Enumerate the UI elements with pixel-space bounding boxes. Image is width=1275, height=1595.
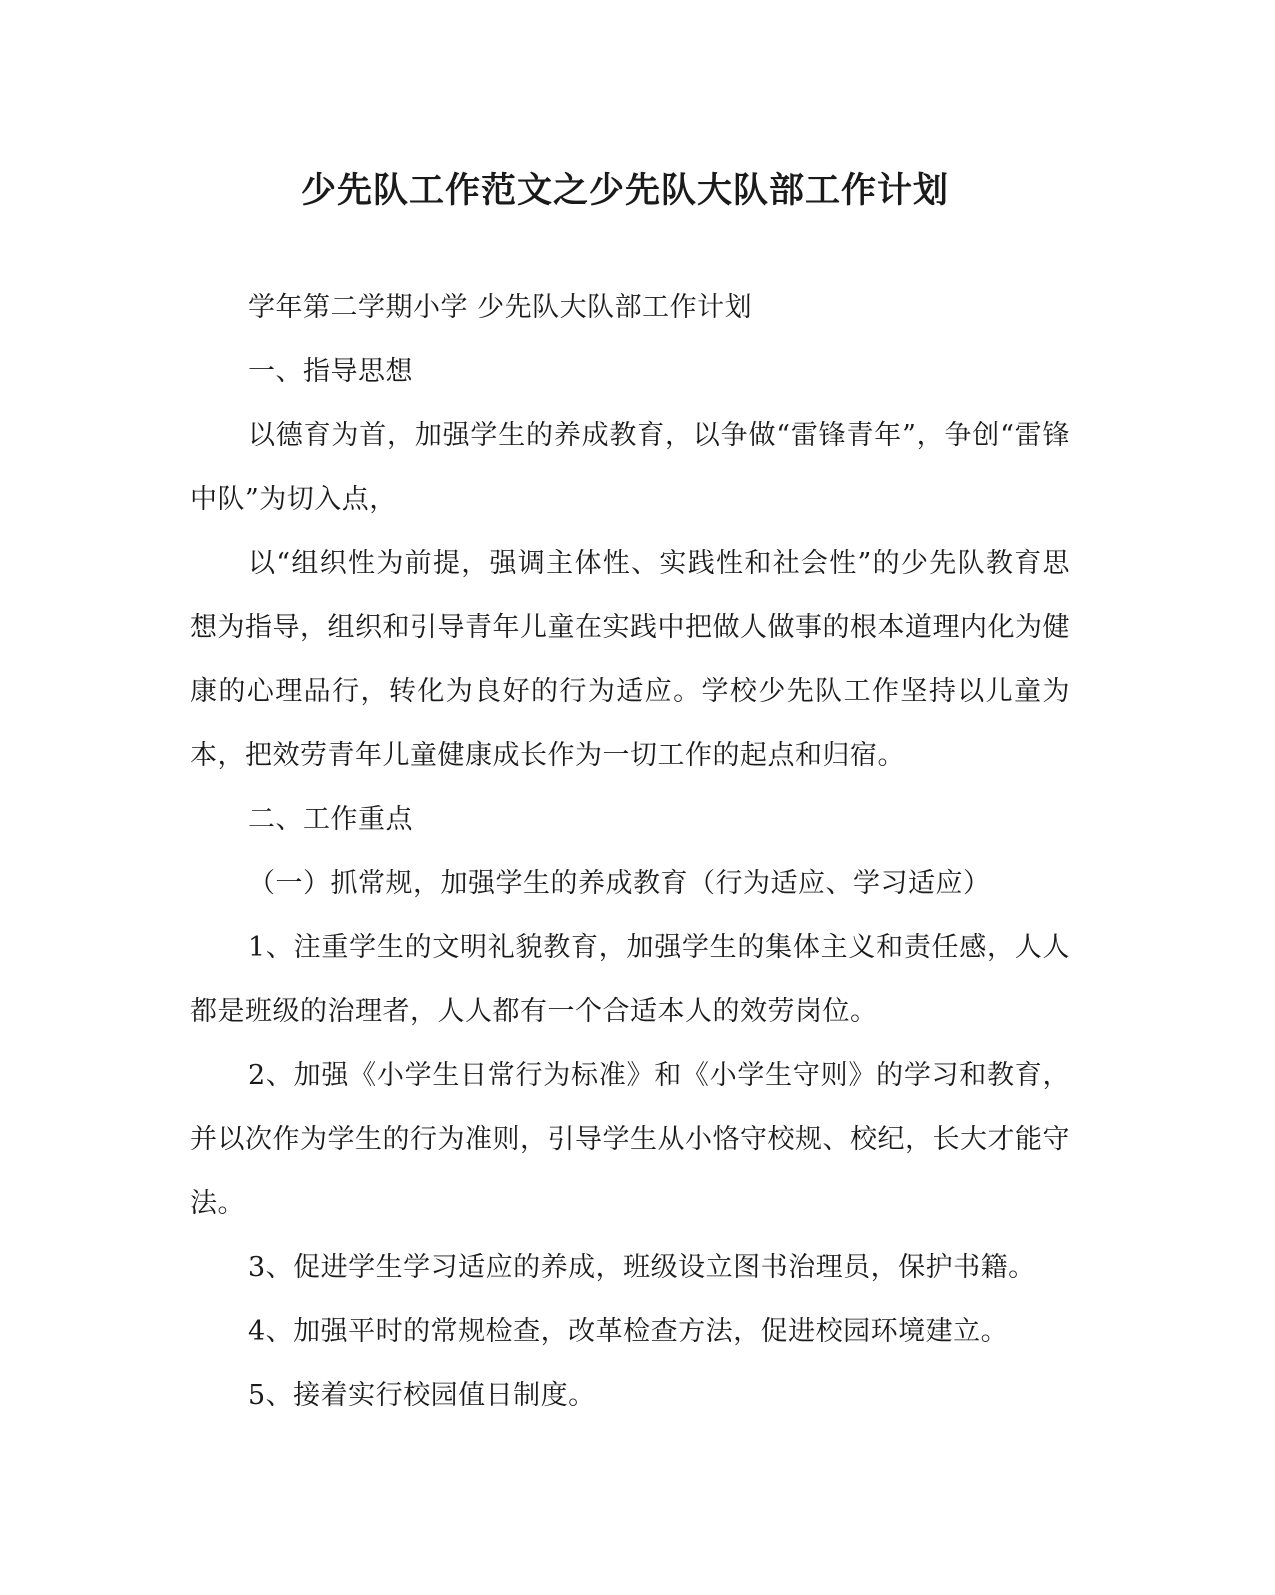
- document-title: 少先队工作范文之少先队大队部工作计划: [300, 171, 949, 211]
- heading-work-focus: 二、工作重点: [248, 804, 413, 835]
- list-item-4: 4、加强平时的常规检查，改革检查方法，促进校园环境建立。: [248, 1316, 1009, 1347]
- list-item-3: 3、促进学生学习适应的养成，班级设立图书治理员，保护书籍。: [248, 1252, 1036, 1283]
- list-item-1: 1、注重学生的文明礼貌教育，加强学生的集体主义和责任感，人人都是班级的治理者，人人都有一个合适本人的效劳岗位。: [190, 932, 1070, 1027]
- paragraph-moral-education: 以德育为首，加强学生的养成教育，以争做“雷锋青年”，争创“雷锋中队”为切入点，: [190, 420, 1070, 515]
- paragraph-education-thought: 以“组织性为前提，强调主体性、实践性和社会性”的少先队教育思想为指导，组织和引导青年儿童在实践中把做人做事的根本道理内化为健康的心理品行，转化为良好的行为适应。学校少先队工作坚持以儿童为本，把效劳青年儿童健康成长作为一切工作的起点和归宿。: [190, 548, 1070, 771]
- heading-guiding-ideology: 一、指导思想: [248, 356, 413, 387]
- list-item-2: 2、加强《小学生日常行为标准》和《小学生守则》的学习和教育，并以次作为学生的行为准则，引导学生从小恪守校规、校纪，长大才能守法。: [190, 1060, 1070, 1219]
- subheading-routine: （一）抓常规，加强学生的养成教育（行为适应、学习适应）: [248, 868, 991, 899]
- paragraph-semester-plan: 学年第二学期小学 少先队大队部工作计划: [248, 292, 753, 323]
- document-body: [190, 276, 1070, 1428]
- list-item-5: 5、接着实行校园值日制度。: [248, 1380, 596, 1411]
